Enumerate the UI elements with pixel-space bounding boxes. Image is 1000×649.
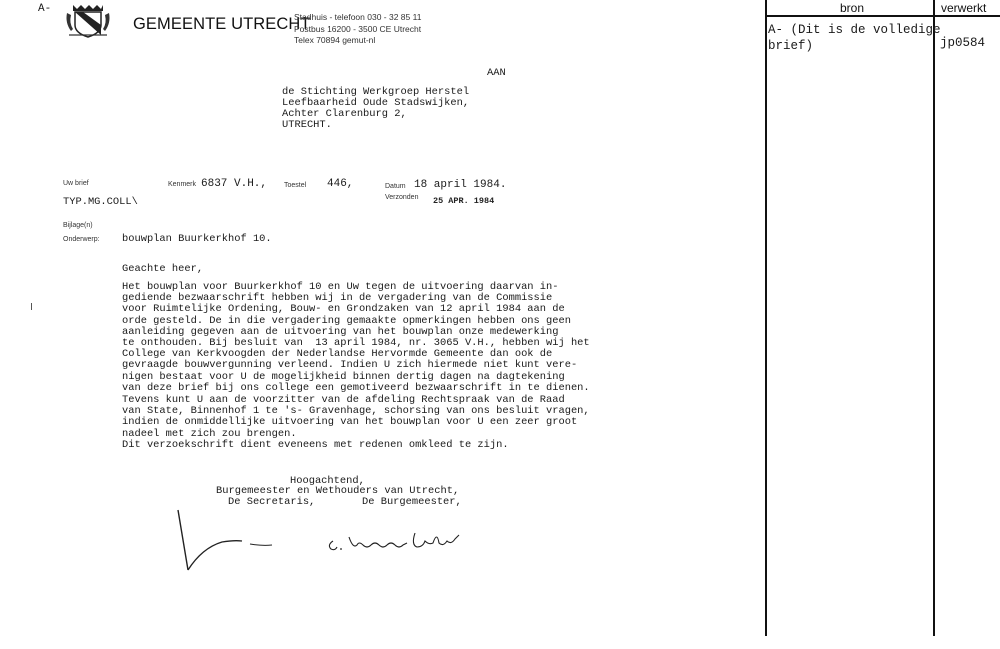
signatory: Burgemeester en Wethouders van Utrecht, (216, 485, 460, 497)
corner-mark: A- (38, 3, 52, 15)
onderwerp-label: Onderwerp: (63, 236, 100, 243)
body-paragraph-2: Tevens kunt U aan de voorzitter van de afdeling Rechtspraak van de Raad van State, Binnenhof 1 te 's- Gravenhage, schorsing van ons besluit vragen, indien de onmiddellijke uitvoering van het bouwplan voor U een zeer groot nadeel met zich zou brengen. Dit verzoekschrift dient eveneens met redenen omkleed te zijn. (122, 394, 590, 451)
secretaris-label: De Secretaris, (228, 496, 316, 508)
bron-note: A- (Dit is de volledige brief) (768, 23, 941, 53)
verzonden-label: Verzonden (385, 194, 419, 201)
grid-header-rule (765, 15, 1000, 17)
typ-line: TYP.MG.COLL\ (63, 196, 138, 208)
coat-of-arms-logo (63, 3, 113, 39)
column-header-verwerkt: verwerkt (941, 1, 987, 15)
body-paragraph-1: Het bouwplan voor Buurkerkhof 10 en Uw tegen de uitvoering daarvan in- gediende bezwaarschrift hebben wij in de vergadering van de Commissie voor Ruimtelijke Ordening, Bouw- en Grondzaken van 12 april 1984 aan de orde gesteld. De in die vergadering gemaakte opmerkingen hebben ons geen aanleiding gegeven aan de uitvoering van het bouwplan onze medewerking te onthouden. Bij besluit van 13 april 1984, nr. 3065 V.H., hebben wij het College van Kerkvoogden der Nederlandse Hervormde Gemeente dan ook de gevraagde bouwvergunning verleend. Indien U zich hiermede niet kunt vere- nigen bestaat voor U de mogelijkheid binnen dertig dagen na dagtekening van deze brief bij ons college een gemotiveerd bezwaarschrift in te dienen. (122, 281, 590, 394)
burgemeester-label: De Burgemeester, (362, 496, 462, 508)
kenmerk-value: 6837 V.H., (201, 178, 268, 190)
letterhead-address-line: Postbus 16200 - 3500 CE Utrecht (294, 24, 422, 34)
letterhead-address-line: Telex 70894 gemut-nl (294, 35, 376, 45)
column-header-bron: bron (840, 1, 865, 15)
uw-brief-label: Uw brief (63, 180, 89, 187)
grid-divider-left (765, 0, 767, 636)
recipient-line: Leefbaarheid Oude Stadswijken, (282, 97, 470, 109)
burgemeester-signature (325, 527, 475, 557)
toestel-value: 446, (327, 178, 354, 190)
letterhead-address-line: Stadhuis - telefoon 030 - 32 85 11 (294, 12, 422, 22)
datum-label: Datum (385, 183, 406, 190)
kenmerk-label: Kenmerk (168, 181, 197, 188)
verzonden-stamp: 25 APR. 1984 (433, 196, 495, 206)
bijlage-label: Bijlage(n) (63, 222, 93, 229)
datum-value: 18 april 1984. (414, 179, 507, 191)
org-name: GEMEENTE UTRECHT (133, 15, 311, 33)
salutation: Geachte heer, (122, 263, 204, 275)
recipient-line: Achter Clarenburg 2, (282, 108, 407, 120)
secretaris-signature (172, 508, 292, 583)
toestel-label: Toestel (284, 182, 307, 189)
grid-divider-middle (933, 0, 935, 636)
onderwerp-value: bouwplan Buurkerkhof 10. (122, 233, 272, 245)
recipient-line: de Stichting Werkgroep Herstel (282, 86, 470, 98)
verwerkt-code: jp0584 (940, 36, 986, 50)
margin-tick (31, 303, 32, 310)
aan-label: AAN (487, 67, 506, 79)
recipient-line: UTRECHT. (282, 119, 332, 131)
closing: Hoogachtend, (290, 475, 365, 487)
